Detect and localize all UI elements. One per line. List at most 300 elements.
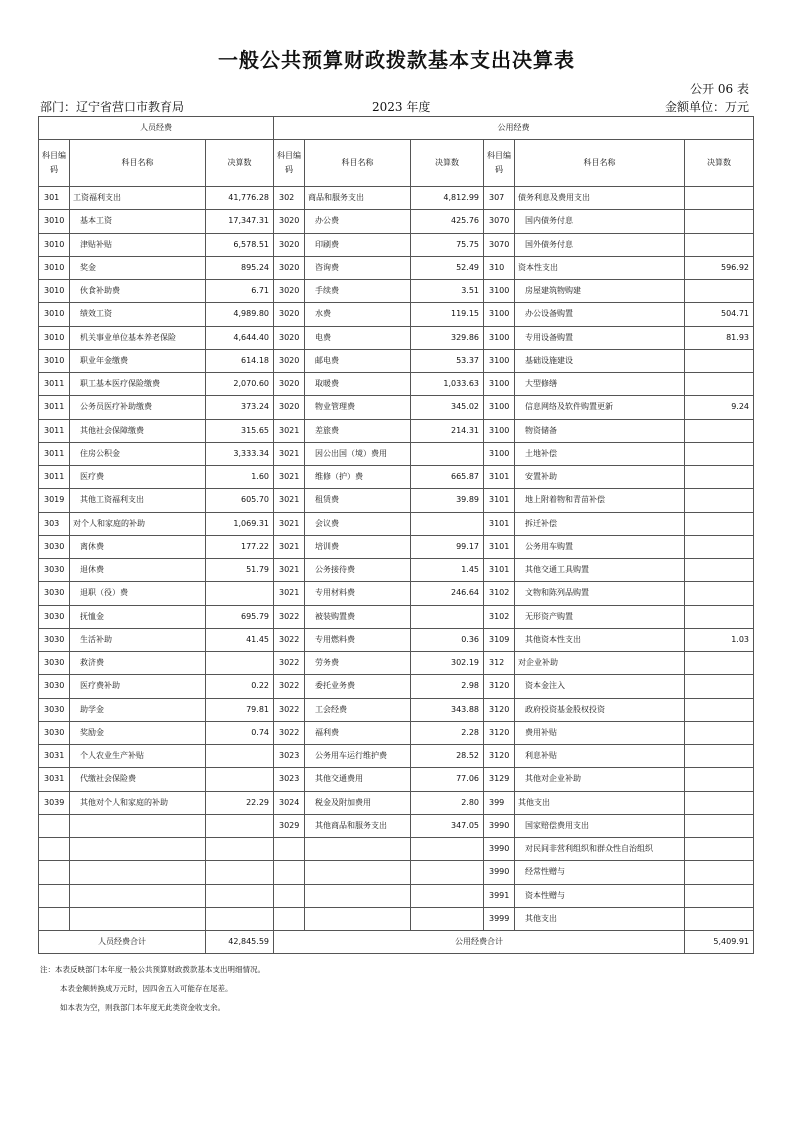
total-public-label: 公用经费合计 — [274, 931, 685, 954]
name-cell: 福利费 — [305, 721, 411, 744]
name-cell: 手续费 — [305, 280, 411, 303]
name-cell: 邮电费 — [305, 349, 411, 372]
code-cell: 3100 — [484, 349, 515, 372]
table-row — [39, 489, 754, 512]
table-row — [39, 628, 754, 651]
name-cell: 国内债务付息 — [515, 210, 685, 233]
header-amount: 决算数 — [206, 140, 274, 187]
amount-cell: 77.06 — [411, 768, 484, 791]
code-cell: 3022 — [274, 698, 305, 721]
name-cell: 培训费 — [305, 535, 411, 558]
code-cell: 3022 — [274, 628, 305, 651]
code-cell: 3010 — [39, 210, 70, 233]
code-cell: 3019 — [39, 489, 70, 512]
code-cell: 3021 — [274, 559, 305, 582]
code-cell: 3023 — [274, 768, 305, 791]
name-cell: 资本性赠与 — [515, 884, 685, 907]
amount-cell — [206, 861, 274, 884]
amount-cell — [685, 884, 754, 907]
code-cell: 3100 — [484, 303, 515, 326]
table-row — [39, 838, 754, 861]
amount-cell: 0.36 — [411, 628, 484, 651]
name-cell: 专用燃料费 — [305, 628, 411, 651]
amount-cell: 347.05 — [411, 814, 484, 837]
amount-cell: 119.15 — [411, 303, 484, 326]
code-cell: 3030 — [39, 721, 70, 744]
amount-cell: 614.18 — [206, 349, 274, 372]
code-cell: 3101 — [484, 466, 515, 489]
name-cell: 其他工资福利支出 — [70, 489, 206, 512]
table-row — [39, 582, 754, 605]
name-cell — [305, 907, 411, 930]
code-cell — [39, 861, 70, 884]
code-cell: 3010 — [39, 233, 70, 256]
department-label: 部门：辽宁省营口市教育局 — [40, 100, 185, 114]
amount-cell — [206, 814, 274, 837]
name-cell: 退休费 — [70, 559, 206, 582]
amount-cell: 6.71 — [206, 280, 274, 303]
amount-cell: 0.74 — [206, 721, 274, 744]
table-row — [39, 861, 754, 884]
amount-cell — [685, 605, 754, 628]
code-cell: 3990 — [484, 814, 515, 837]
amount-cell — [685, 489, 754, 512]
name-cell: 办公费 — [305, 210, 411, 233]
table-row — [39, 280, 754, 303]
header-code: 科目编码 — [484, 140, 515, 187]
name-cell: 水费 — [305, 303, 411, 326]
code-cell: 3070 — [484, 233, 515, 256]
amount-cell: 4,989.80 — [206, 303, 274, 326]
total-public-value: 5,409.91 — [685, 931, 754, 954]
amount-cell: 41,776.28 — [206, 187, 274, 210]
code-cell: 303 — [39, 512, 70, 535]
name-cell: 其他支出 — [515, 907, 685, 930]
code-cell: 3101 — [484, 489, 515, 512]
code-cell: 3100 — [484, 396, 515, 419]
amount-cell: 79.81 — [206, 698, 274, 721]
code-cell: 3100 — [484, 326, 515, 349]
code-cell: 3020 — [274, 396, 305, 419]
code-cell: 3023 — [274, 745, 305, 768]
code-cell — [39, 884, 70, 907]
table-row — [39, 512, 754, 535]
name-cell: 住房公积金 — [70, 442, 206, 465]
group-header-public: 公用经费 — [274, 117, 754, 140]
table-row — [39, 884, 754, 907]
name-cell: 津贴补贴 — [70, 233, 206, 256]
name-cell: 代缴社会保险费 — [70, 768, 206, 791]
amount-cell — [411, 861, 484, 884]
amount-cell — [411, 838, 484, 861]
name-cell: 被装购置费 — [305, 605, 411, 628]
name-cell: 其他商品和服务支出 — [305, 814, 411, 837]
name-cell: 职工基本医疗保险缴费 — [70, 373, 206, 396]
amount-cell — [685, 675, 754, 698]
amount-cell — [206, 768, 274, 791]
name-cell — [305, 861, 411, 884]
code-cell: 3100 — [484, 442, 515, 465]
amount-cell — [685, 791, 754, 814]
code-cell: 3991 — [484, 884, 515, 907]
name-cell: 安置补助 — [515, 466, 685, 489]
name-cell: 大型修缮 — [515, 373, 685, 396]
notes — [40, 960, 265, 1017]
code-cell: 3020 — [274, 280, 305, 303]
name-cell: 差旅费 — [305, 419, 411, 442]
amount-cell — [206, 838, 274, 861]
amount-cell — [685, 535, 754, 558]
amount-cell: 39.89 — [411, 489, 484, 512]
name-cell: 医疗费 — [70, 466, 206, 489]
name-cell: 物资储备 — [515, 419, 685, 442]
name-cell: 电费 — [305, 326, 411, 349]
name-cell: 办公设备购置 — [515, 303, 685, 326]
table-row — [39, 675, 754, 698]
amount-cell: 315.65 — [206, 419, 274, 442]
table-row — [39, 814, 754, 837]
code-cell: 3030 — [39, 628, 70, 651]
table-row — [39, 187, 754, 210]
code-cell: 3030 — [39, 535, 70, 558]
name-cell: 奖励金 — [70, 721, 206, 744]
amount-cell: 1,033.63 — [411, 373, 484, 396]
code-cell: 3031 — [39, 768, 70, 791]
code-cell: 399 — [484, 791, 515, 814]
name-cell: 公务用车购置 — [515, 535, 685, 558]
code-cell: 3010 — [39, 349, 70, 372]
amount-cell — [685, 861, 754, 884]
name-cell: 对个人和家庭的补助 — [70, 512, 206, 535]
name-cell: 因公出国（境）费用 — [305, 442, 411, 465]
amount-cell: 504.71 — [685, 303, 754, 326]
amount-cell: 343.88 — [411, 698, 484, 721]
table-number: 公开 06 表 — [690, 82, 749, 96]
table-row — [39, 349, 754, 372]
code-cell: 3031 — [39, 745, 70, 768]
amount-cell — [411, 605, 484, 628]
name-cell: 资本性支出 — [515, 256, 685, 279]
amount-cell — [685, 907, 754, 930]
note-line: 注：本表反映部门本年度一般公共预算财政拨款基本支出明细情况。 — [40, 965, 265, 974]
name-cell — [70, 861, 206, 884]
amount-cell — [685, 745, 754, 768]
code-cell: 3030 — [39, 698, 70, 721]
name-cell: 助学金 — [70, 698, 206, 721]
header-name: 科目名称 — [515, 140, 685, 187]
amount-cell: 596.92 — [685, 256, 754, 279]
code-cell: 3020 — [274, 303, 305, 326]
name-cell: 生活补助 — [70, 628, 206, 651]
name-cell: 利息补贴 — [515, 745, 685, 768]
code-cell: 3120 — [484, 721, 515, 744]
amount-cell — [685, 280, 754, 303]
code-cell: 3070 — [484, 210, 515, 233]
code-cell: 3102 — [484, 605, 515, 628]
code-cell: 3120 — [484, 675, 515, 698]
amount-cell: 53.37 — [411, 349, 484, 372]
name-cell: 其他对个人和家庭的补助 — [70, 791, 206, 814]
code-cell — [274, 861, 305, 884]
code-cell: 3030 — [39, 675, 70, 698]
code-cell: 3011 — [39, 396, 70, 419]
code-cell: 3020 — [274, 326, 305, 349]
code-cell: 3100 — [484, 373, 515, 396]
name-cell: 商品和服务支出 — [305, 187, 411, 210]
amount-cell — [685, 442, 754, 465]
amount-cell — [411, 512, 484, 535]
code-cell: 3020 — [274, 210, 305, 233]
name-cell: 机关事业单位基本养老保险 — [70, 326, 206, 349]
amount-cell: 52.49 — [411, 256, 484, 279]
code-cell: 3030 — [39, 652, 70, 675]
code-cell: 3022 — [274, 675, 305, 698]
code-cell: 3011 — [39, 442, 70, 465]
name-cell — [305, 838, 411, 861]
amount-cell — [206, 745, 274, 768]
code-cell: 3022 — [274, 652, 305, 675]
code-cell: 3011 — [39, 466, 70, 489]
amount-cell: 17,347.31 — [206, 210, 274, 233]
code-cell: 3120 — [484, 745, 515, 768]
code-cell: 310 — [484, 256, 515, 279]
code-cell: 3021 — [274, 466, 305, 489]
table-row — [39, 373, 754, 396]
name-cell: 公务接待费 — [305, 559, 411, 582]
note-line: 如本表为空，则我部门本年度无此类资金收支余。 — [60, 1003, 225, 1012]
amount-cell: 22.29 — [206, 791, 274, 814]
table-row — [39, 745, 754, 768]
name-cell: 劳务费 — [305, 652, 411, 675]
code-cell — [274, 884, 305, 907]
amount-cell — [685, 652, 754, 675]
amount-cell: 41.45 — [206, 628, 274, 651]
table-row — [39, 233, 754, 256]
amount-cell: 1.03 — [685, 628, 754, 651]
name-cell: 其他资本性支出 — [515, 628, 685, 651]
amount-cell: 2.98 — [411, 675, 484, 698]
name-cell: 国家赔偿费用支出 — [515, 814, 685, 837]
amount-cell — [685, 466, 754, 489]
amount-cell: 2,070.60 — [206, 373, 274, 396]
header-code: 科目编码 — [274, 140, 305, 187]
name-cell: 委托业务费 — [305, 675, 411, 698]
amount-cell — [685, 349, 754, 372]
name-cell: 房屋建筑物购建 — [515, 280, 685, 303]
table-row — [39, 768, 754, 791]
code-cell: 3120 — [484, 698, 515, 721]
amount-cell: 177.22 — [206, 535, 274, 558]
name-cell: 离休费 — [70, 535, 206, 558]
amount-cell: 99.17 — [411, 535, 484, 558]
code-cell: 3020 — [274, 256, 305, 279]
amount-cell: 2.80 — [411, 791, 484, 814]
header-amount: 决算数 — [685, 140, 754, 187]
table-row — [39, 303, 754, 326]
name-cell: 资本金注入 — [515, 675, 685, 698]
amount-cell: 51.79 — [206, 559, 274, 582]
name-cell: 职业年金缴费 — [70, 349, 206, 372]
name-cell: 国外债务付息 — [515, 233, 685, 256]
code-cell: 312 — [484, 652, 515, 675]
code-cell — [39, 838, 70, 861]
table-row — [39, 535, 754, 558]
amount-cell: 1.45 — [411, 559, 484, 582]
name-cell: 地上附着物和青苗补偿 — [515, 489, 685, 512]
name-cell: 会议费 — [305, 512, 411, 535]
code-cell: 3101 — [484, 535, 515, 558]
amount-cell — [685, 721, 754, 744]
code-cell: 302 — [274, 187, 305, 210]
name-cell: 其他交通费用 — [305, 768, 411, 791]
name-cell — [70, 884, 206, 907]
code-cell: 3010 — [39, 326, 70, 349]
code-cell: 3039 — [39, 791, 70, 814]
name-cell: 取暖费 — [305, 373, 411, 396]
table-row — [39, 419, 754, 442]
name-cell: 公务员医疗补助缴费 — [70, 396, 206, 419]
name-cell — [70, 838, 206, 861]
year-label: 2023 年度 — [372, 100, 431, 114]
name-cell: 抚恤金 — [70, 605, 206, 628]
name-cell: 文物和陈列品购置 — [515, 582, 685, 605]
code-cell: 3021 — [274, 489, 305, 512]
code-cell: 3102 — [484, 582, 515, 605]
code-cell: 3990 — [484, 861, 515, 884]
name-cell: 医疗费补助 — [70, 675, 206, 698]
table-row — [39, 652, 754, 675]
amount-cell: 4,812.99 — [411, 187, 484, 210]
amount-cell — [685, 419, 754, 442]
amount-cell: 3,333.34 — [206, 442, 274, 465]
name-cell: 奖金 — [70, 256, 206, 279]
code-cell: 3990 — [484, 838, 515, 861]
amount-cell: 3.51 — [411, 280, 484, 303]
name-cell: 信息网络及软件购置更新 — [515, 396, 685, 419]
code-cell: 3011 — [39, 419, 70, 442]
name-cell — [70, 814, 206, 837]
name-cell: 公务用车运行维护费 — [305, 745, 411, 768]
amount-cell — [411, 907, 484, 930]
table-row — [39, 466, 754, 489]
code-cell: 3020 — [274, 233, 305, 256]
amount-cell: 4,644.40 — [206, 326, 274, 349]
code-cell: 3021 — [274, 535, 305, 558]
code-cell: 3020 — [274, 349, 305, 372]
table-row — [39, 698, 754, 721]
name-cell: 无形资产购置 — [515, 605, 685, 628]
amount-cell: 0.22 — [206, 675, 274, 698]
amount-cell: 425.76 — [411, 210, 484, 233]
header-code: 科目编码 — [39, 140, 70, 187]
name-cell: 救济费 — [70, 652, 206, 675]
name-cell — [305, 884, 411, 907]
name-cell: 其他支出 — [515, 791, 685, 814]
name-cell: 土地补偿 — [515, 442, 685, 465]
amount-cell: 605.70 — [206, 489, 274, 512]
table-row — [39, 210, 754, 233]
name-cell: 工资福利支出 — [70, 187, 206, 210]
header-name: 科目名称 — [70, 140, 206, 187]
table-row — [39, 326, 754, 349]
amount-cell — [206, 582, 274, 605]
name-cell: 维修（护）费 — [305, 466, 411, 489]
amount-cell — [685, 838, 754, 861]
name-cell: 退职（役）费 — [70, 582, 206, 605]
name-cell: 专用材料费 — [305, 582, 411, 605]
amount-cell: 28.52 — [411, 745, 484, 768]
amount-cell: 665.87 — [411, 466, 484, 489]
amount-cell — [685, 210, 754, 233]
total-personnel-value: 42,845.59 — [206, 931, 274, 954]
amount-cell: 9.24 — [685, 396, 754, 419]
name-cell: 伙食补助费 — [70, 280, 206, 303]
code-cell: 301 — [39, 187, 70, 210]
code-cell: 3024 — [274, 791, 305, 814]
code-cell: 3129 — [484, 768, 515, 791]
name-cell: 印刷费 — [305, 233, 411, 256]
amount-cell: 1,069.31 — [206, 512, 274, 535]
amount-cell — [685, 559, 754, 582]
amount-cell — [685, 698, 754, 721]
amount-cell: 895.24 — [206, 256, 274, 279]
code-cell: 3999 — [484, 907, 515, 930]
table-row — [39, 396, 754, 419]
name-cell: 拆迁补偿 — [515, 512, 685, 535]
code-cell — [274, 838, 305, 861]
code-cell: 307 — [484, 187, 515, 210]
amount-cell — [685, 814, 754, 837]
group-header-personnel: 人员经费 — [39, 117, 274, 140]
name-cell: 基础设施建设 — [515, 349, 685, 372]
amount-cell — [685, 187, 754, 210]
code-cell: 3030 — [39, 605, 70, 628]
code-cell: 3101 — [484, 512, 515, 535]
code-cell: 3010 — [39, 303, 70, 326]
amount-cell: 81.93 — [685, 326, 754, 349]
name-cell: 其他社会保障缴费 — [70, 419, 206, 442]
code-cell: 3100 — [484, 280, 515, 303]
code-cell: 3030 — [39, 559, 70, 582]
table-row — [39, 605, 754, 628]
code-cell: 3021 — [274, 512, 305, 535]
amount-cell: 6,578.51 — [206, 233, 274, 256]
table-row — [39, 721, 754, 744]
amount-cell — [206, 884, 274, 907]
amount-cell — [206, 907, 274, 930]
name-cell: 物业管理费 — [305, 396, 411, 419]
name-cell — [70, 907, 206, 930]
code-cell: 3021 — [274, 419, 305, 442]
amount-cell — [685, 512, 754, 535]
code-cell: 3020 — [274, 373, 305, 396]
header-amount: 决算数 — [411, 140, 484, 187]
amount-cell: 2.28 — [411, 721, 484, 744]
amount-cell: 302.19 — [411, 652, 484, 675]
amount-cell: 373.24 — [206, 396, 274, 419]
name-cell: 对企业补助 — [515, 652, 685, 675]
page-title: 一般公共预算财政拨款基本支出决算表 — [218, 48, 575, 72]
amount-cell — [685, 373, 754, 396]
expenditure-table — [38, 116, 754, 954]
code-cell: 3011 — [39, 373, 70, 396]
code-cell — [39, 814, 70, 837]
amount-cell — [685, 768, 754, 791]
name-cell: 其他交通工具购置 — [515, 559, 685, 582]
amount-cell — [685, 582, 754, 605]
name-cell: 基本工资 — [70, 210, 206, 233]
amount-cell — [411, 442, 484, 465]
